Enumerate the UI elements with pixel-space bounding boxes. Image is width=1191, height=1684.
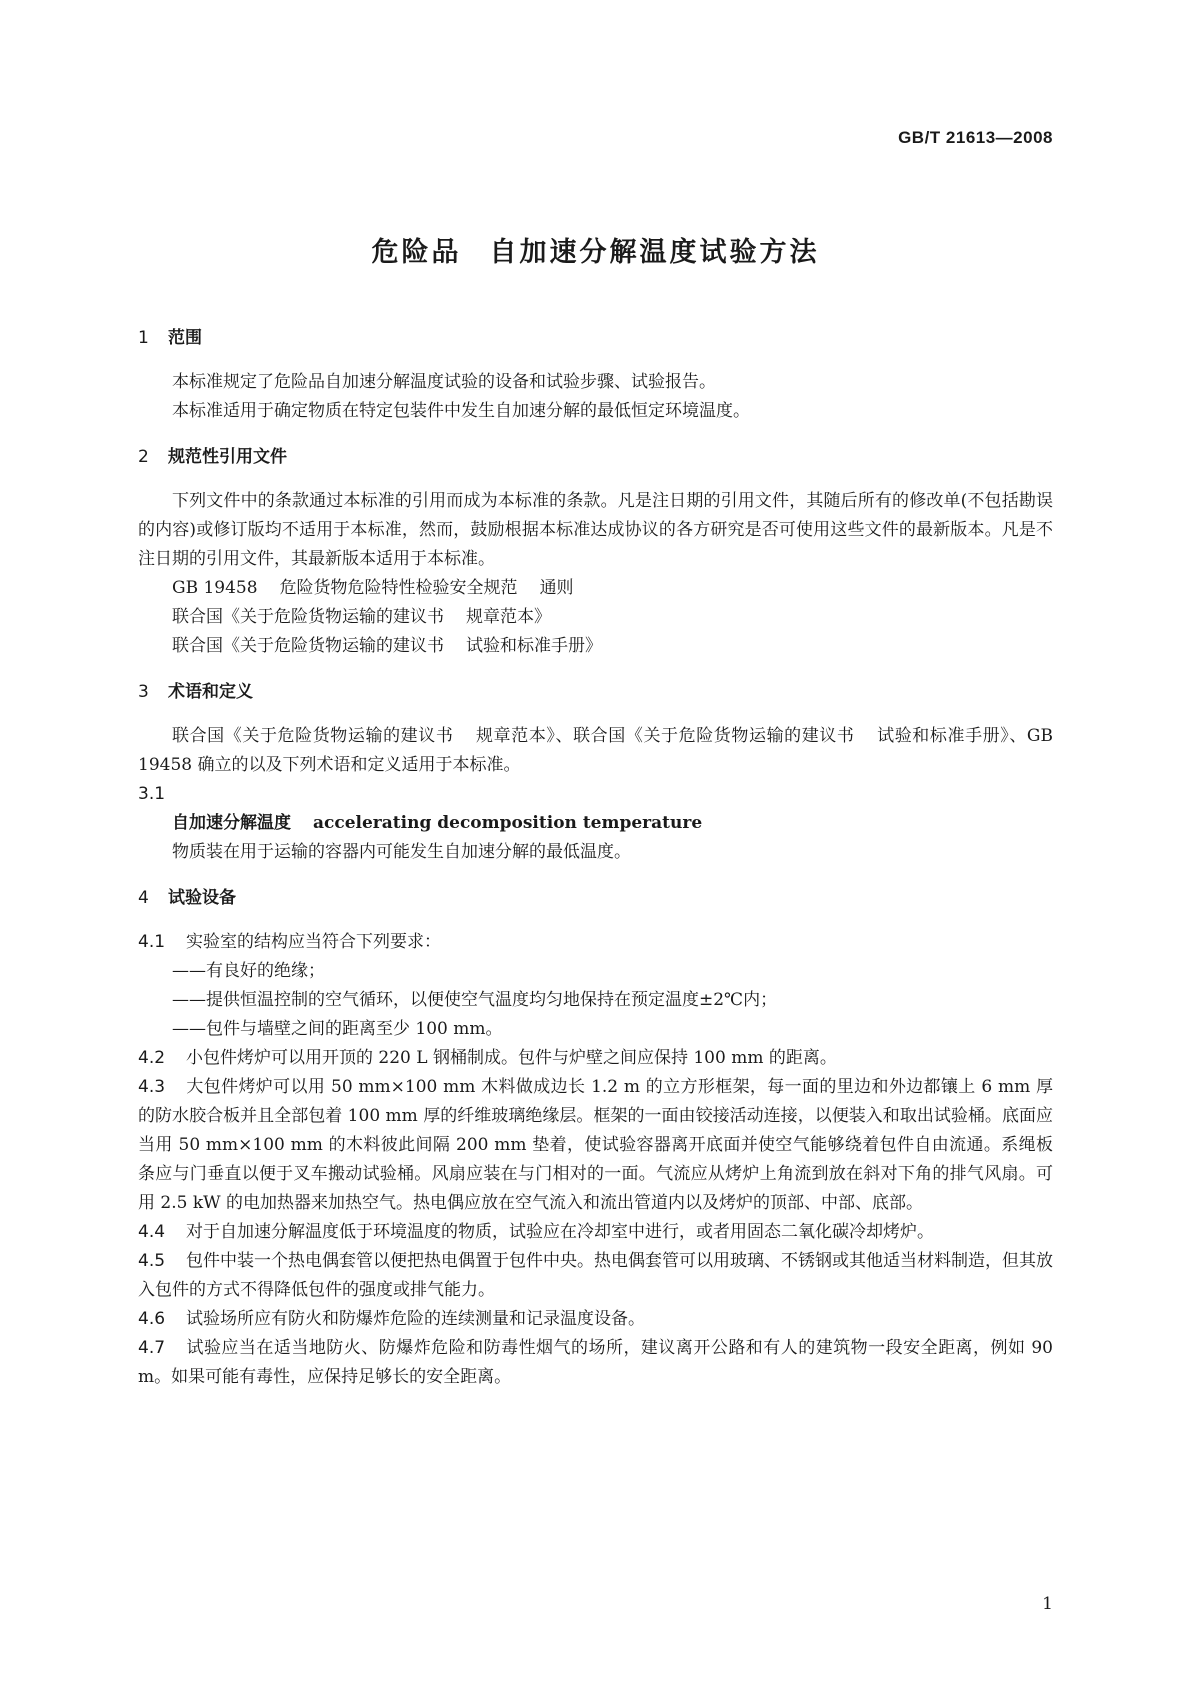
title-part-1: 危险品 [371,237,462,268]
clause-4-6: 4.6 试验场所应有防火和防爆炸危险的连续测量和记录温度设备。 [138,1309,645,1329]
document-body [138,323,1053,1392]
list-item: ——提供恒温控制的空气循环，以便使空气温度均匀地保持在预定温度±2℃内； [172,990,778,1010]
section-title: 试验设备 [168,888,236,908]
section-number: 1 [138,328,149,348]
list-item: ——有良好的绝缘； [172,961,325,981]
paragraph: 本标准规定了危险品自加速分解温度试验的设备和试验步骤、试验报告。 [172,372,716,392]
paragraph: 下列文件中的条款通过本标准的引用而成为本标准的条款。凡是注日期的引用文件，其随后所有的修改单(不包括勘误的内容)或修订版均不适用于本标准，然而，鼓励根据本标准达成协议的各方研究是否可使用这些文件的最新版本。凡是不注日期的引用文件，其最新版本适用于本标准。 [138,491,1053,569]
clause-4-4: 4.4 对于自加速分解温度低于环境温度的物质，试验应在冷却室中进行，或者用固态二氧化碳冷却烤炉。 [138,1222,934,1242]
section-heading-2 [138,442,1053,472]
section-number: 2 [138,447,149,467]
paragraph: 联合国《关于危险货物运输的建议书 规章范本》、联合国《关于危险货物运输的建议书 试验和标准手册》、GB 19458 确立的以及下列术语和定义适用于本标准。 [138,726,1054,775]
term-definition: 物质装在用于运输的容器内可能发生自加速分解的最低温度。 [172,842,631,862]
term-chinese: 自加速分解温度 [172,813,291,833]
title-part-2: 自加速分解温度试验方法 [489,237,820,268]
clause-4-2: 4.2 小包件烤炉可以用开顶的 220 L 钢桶制成。包件与炉壁之间应保持 100 mm 的距离。 [138,1048,837,1068]
section-title: 规范性引用文件 [168,447,287,467]
term-entry [138,809,1053,838]
section-heading-3 [138,677,1053,707]
section-heading-4 [138,883,1053,913]
reference-item: 联合国《关于危险货物运输的建议书 规章范本》 [172,607,551,627]
paragraph: 本标准适用于确定物质在特定包装件中发生自加速分解的最低恒定环境温度。 [172,401,750,421]
clause-4-7: 4.7 试验应当在适当地防火、防爆炸危险和防毒性烟气的场所，建议离开公路和有人的建筑物一段安全距离，例如 90 m。如果可能有毒性，应保持足够长的安全距离。 [138,1338,1053,1387]
section-title: 范围 [168,328,202,348]
section-number: 3 [138,682,149,702]
reference-item: 联合国《关于危险货物运输的建议书 试验和标准手册》 [172,636,602,656]
term-english: accelerating decomposition temperature [313,813,703,833]
page-number: 1 [1042,1594,1053,1614]
list-item: ——包件与墙壁之间的距离至少 100 mm。 [172,1019,503,1039]
section-heading-1 [138,323,1053,353]
section-title: 术语和定义 [168,682,253,702]
section-number: 4 [138,888,149,908]
standard-number: GB/T 21613—2008 [898,128,1053,147]
reference-item: GB 19458 危险货物危险特性检验安全规范 通则 [172,578,574,598]
clause-4-5: 4.5 包件中装一个热电偶套管以便把热电偶置于包件中央。热电偶套管可以用玻璃、不锈钢或其他适当材料制造，但其放入包件的方式不得降低包件的强度或排气能力。 [138,1251,1053,1300]
document-title [0,230,1191,269]
clause-4-1: 4.1 实验室的结构应当符合下列要求： [138,932,441,952]
clause-number: 3.1 [138,784,166,804]
clause-4-3: 4.3 大包件烤炉可以用 50 mm×100 mm 木料做成边长 1.2 m 的立方形框架，每一面的里边和外边都镶上 6 mm 厚的防水胶合板并且全部包着 100 mm 厚的纤维玻璃绝缘层。框架的一面由铰接活动连接，以便装入和取出试验桶。底面应当用 50 mm×100 mm 的木料彼此间隔 200 mm 垫着，使试验容器离开底面并使空气能够绕着包件自由流通。系绳板条应与门垂直以便于叉车搬动试验桶。风扇应装在与门相对的一面。气流应从烤炉上角流到放在斜对下角的排气风扇。可用 2.5 kW 的电加热器来加热空气。热电偶应放在空气流入和流出管道内以及烤炉的顶部、中部、底部。 [138,1077,1053,1213]
